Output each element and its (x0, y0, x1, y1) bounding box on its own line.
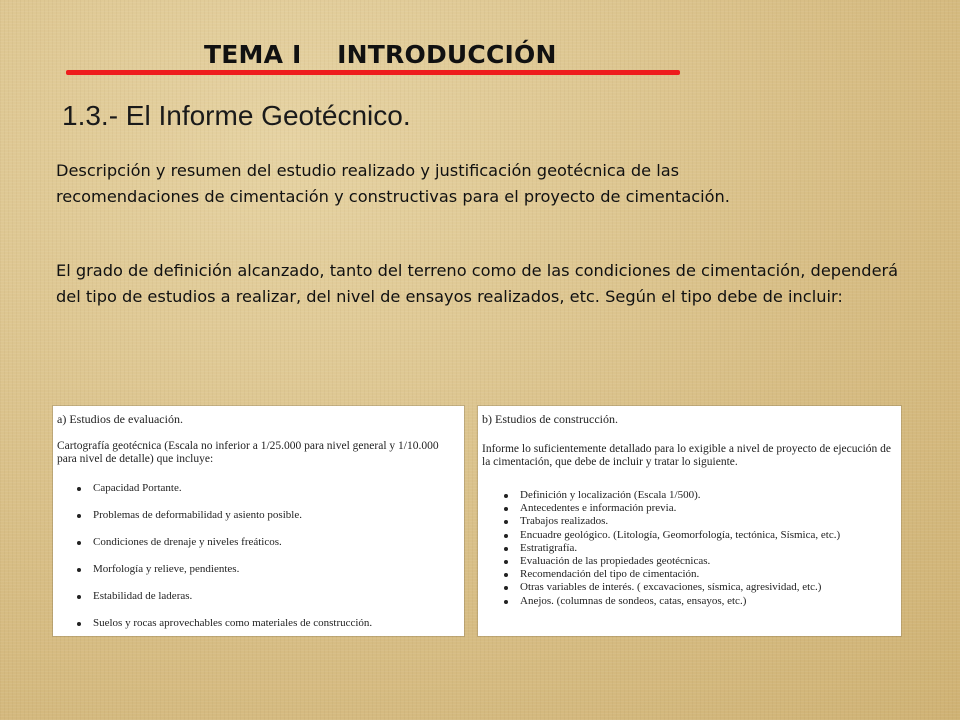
scan-intro: Informe lo suficientemente detallado para lo exigible a nivel de proyecto de ejecución de la cimentación, que debe de incluir y tratar lo siguiente. (482, 443, 892, 468)
scan-title: b) Estudios de construcción. (482, 412, 618, 426)
title-underline (66, 70, 680, 75)
paragraph-description: Descripción y resumen del estudio realizado y justificación geotécnica de las recomendaciones de cimentación y constructivas para el proyecto de cimentación. (56, 161, 730, 206)
list-item: Otras variables de interés. ( excavaciones, sísmica, agresividad, etc.) (502, 581, 897, 594)
section-heading: 1.3.- El Informe Geotécnico. (62, 100, 411, 131)
list-item: Estratigrafía. (502, 542, 897, 555)
list-item: Capacidad Portante. (77, 482, 457, 509)
scan-bullet-list (502, 489, 897, 608)
scanned-excerpt-evaluation (53, 406, 464, 636)
list-item: Morfología y relieve, pendientes. (77, 563, 457, 590)
list-item: Definición y localización (Escala 1/500). (502, 489, 897, 502)
list-item: Recomendación del tipo de cimentación. (502, 568, 897, 581)
scanned-excerpt-construction (478, 406, 901, 636)
list-item: Evaluación de las propiedades geotécnicas. (502, 555, 897, 568)
slide-title: TEMA I INTRODUCCIÓN (204, 40, 557, 69)
scan-bullet-list (77, 482, 457, 636)
list-item: Encuadre geológico. (Litología, Geomorfología, tectónica, Sísmica, etc.) (502, 529, 897, 542)
scan-title: a) Estudios de evaluación. (57, 412, 183, 426)
list-item: Trabajos realizados. (502, 515, 897, 528)
scan-intro: Cartografía geotécnica (Escala no inferior a 1/25.000 para nivel general y 1/10.000 para nivel de detalle) que incluye: (57, 440, 439, 465)
list-item: Estabilidad de laderas. (77, 590, 457, 617)
paragraph-definition: El grado de definición alcanzado, tanto del terreno como de las condiciones de cimentación, dependerá del tipo de estudios a realizar, del nivel de ensayos realizados, etc. Según el tipo debe de incluir: (56, 261, 899, 306)
list-item: Suelos y rocas aprovechables como materiales de construcción. (77, 617, 457, 636)
list-item: Problemas de deformabilidad y asiento posible. (77, 509, 457, 536)
list-item: Antecedentes e información previa. (502, 502, 897, 515)
list-item: Anejos. (columnas de sondeos, catas, ensayos, etc.) (502, 595, 897, 608)
list-item: Condiciones de drenaje y niveles freáticos. (77, 536, 457, 563)
